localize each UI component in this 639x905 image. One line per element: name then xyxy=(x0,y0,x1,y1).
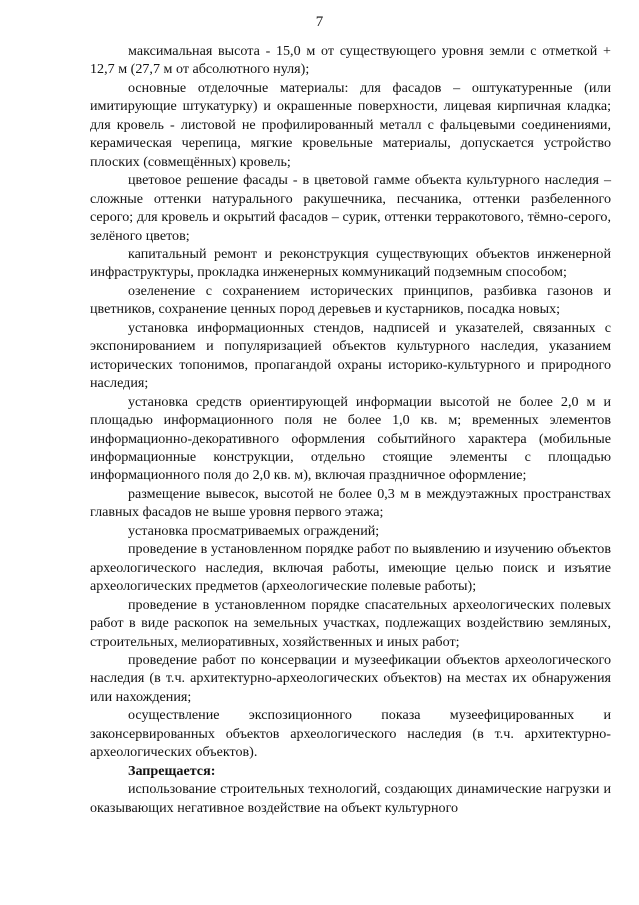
paragraph-max-height: максимальная высота - 15,0 м от существующего уровня земли с отметкой + 12,7 м (27,7 м от абсолютного нуля); xyxy=(90,43,611,78)
paragraph-finishing-materials: основные отделочные материалы: для фасадов – оштукатуренные (или имитирующие штукатурку) и окрашенные поверхности, лицевая кирпичная кладка; для кровель - листовой не профилированный металл с фальцевыми соединениями, керамическая черепица, мягкие кровельные материалы, допускается устройство плоских (совмещённых) кровель; xyxy=(90,79,611,170)
paragraph-infrastructure-repair: капитальный ремонт и реконструкция существующих объектов инженерной инфраструктуры, прокладка инженерных коммуникаций подземным способом; xyxy=(90,245,611,281)
paragraph-fencing: установка просматриваемых ограждений; xyxy=(128,522,380,539)
page-number: 7 xyxy=(315,14,324,30)
paragraph-signage: размещение вывесок, высотой не более 0,3 м в междуэтажных пространствах главных фасадов не выше уровня первого этажа; xyxy=(90,485,611,521)
paragraph-conservation: проведение работ по консервации и музеефикации объектов археологического наследия (в т.ч. архитектурно-археологических объектов) на местах их обнаружения или нахождения; xyxy=(90,651,611,705)
paragraph-orientation-info: установка средств ориентирующей информации высотой не более 2,0 м и площадью информационного поля не более 1,0 кв. м; временных элементов информационно-декоративного оформления событийного характера (мобильные информационные конструкции, отдельно стоящие элементы с площадью информационного поля до 2,0 кв. м), включая праздничное оформление; xyxy=(90,393,611,484)
paragraph-color-scheme: цветовое решение фасады - в цветовой гамме объекта культурного наследия – сложные оттенки натурального ракушечника, песчаника, оттенки разбеленного серого; для кровель и окрытий фасадов – сурик, оттенки терракотового, тёмно-серого, зелёного цветов; xyxy=(90,172,611,244)
paragraph-landscaping: озеленение с сохранением исторических принципов, разбивка газонов и цветников, сохранение ценных пород деревьев и кустарников, посадка новых; xyxy=(90,282,611,318)
paragraph-archaeological-survey: проведение в установленном порядке работ по выявлению и изучению объектов археологического наследия, включая работы, имеющие целью поиск и изъятие археологических предметов (археологические полевые работы); xyxy=(90,541,611,595)
paragraph-information-stands: установка информационных стендов, надписей и указателей, связанных с экспонированием и популяризацией объектов культурного наследия, указанием исторических топонимов, пропагандой охраны историко-культурного и природного наследия; xyxy=(90,319,611,392)
document-body xyxy=(90,42,611,817)
prohibited-heading: Запрещается: xyxy=(128,762,216,779)
paragraph-exposition: осуществление экспозиционного показа музеефицированных и законсервированных объектов археологического наследия (в т.ч. архитектурно-археологических объектов). xyxy=(90,707,611,761)
paragraph-rescue-excavations: проведение в установленном порядке спасательных археологических полевых работ в виде раскопок на земельных участках, подлежащих воздействию земляных, строительных, мелиоративных, хозяйственных и иных работ; xyxy=(90,596,611,650)
paragraph-prohibited-technologies: использование строительных технологий, создающих динамические нагрузки и оказывающих негативное воздействие на объект культурного xyxy=(90,781,611,816)
